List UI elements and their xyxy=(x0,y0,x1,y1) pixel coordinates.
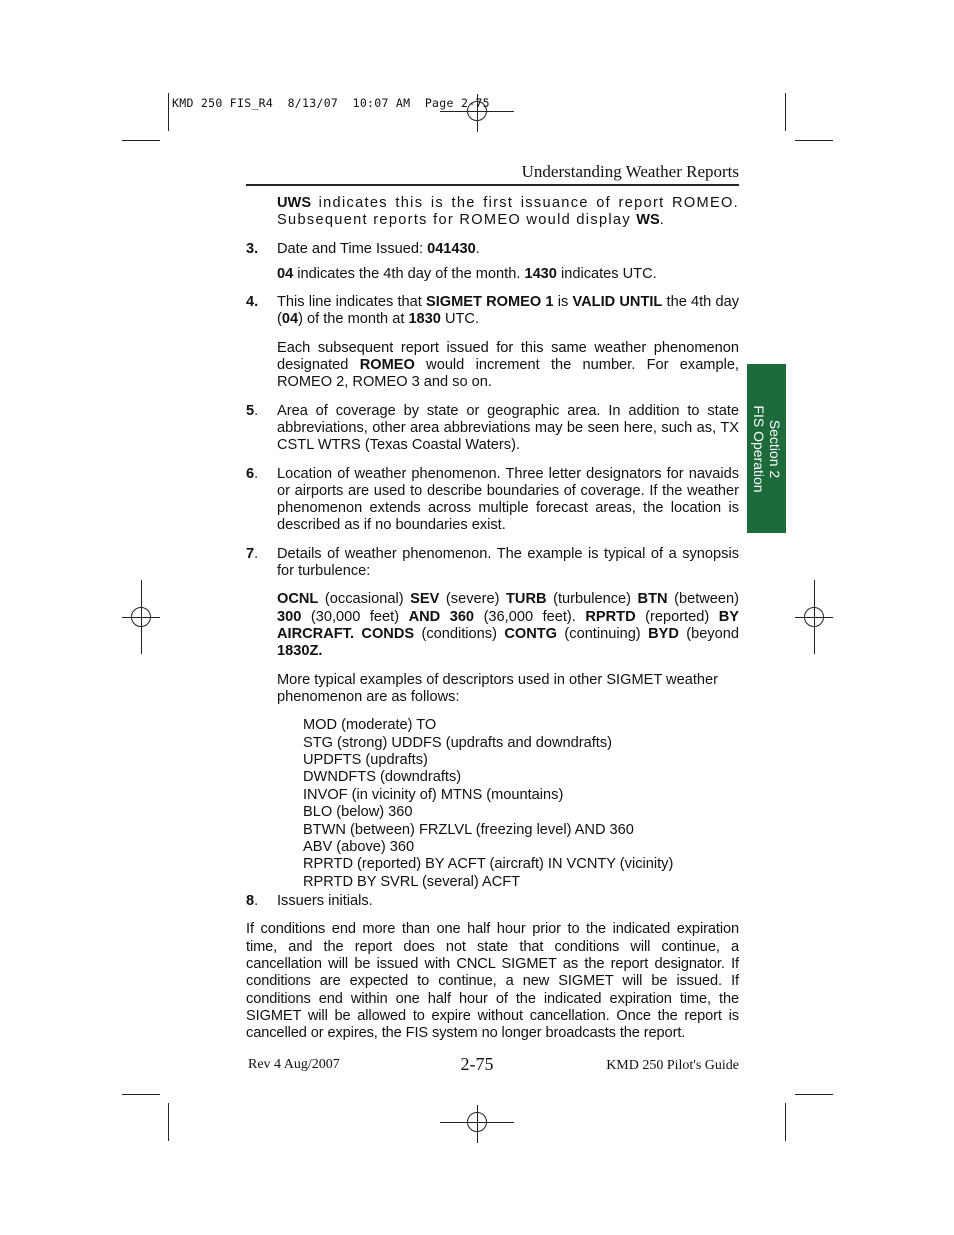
item-number-dot: . xyxy=(254,545,259,562)
text-run: (severe) xyxy=(439,591,506,608)
text-run: Issuers initials. xyxy=(277,893,373,910)
bold-term: ROMEO xyxy=(359,357,415,374)
closing-paragraph: If conditions end more than one half hour prior to the indicated expiration time, and the report does not state that conditions will continue, a cancellation will be issued with CNCL SIGMET as the report designator. If conditions are expected to continue, a new SIGMET will be issued. If conditions end within one half hour of the indicated expiration time, the SIGMET will be allowed to expire without cancellation. Once the report is cancelled or expires, the FIS system no longer broadcasts the report. xyxy=(246,921,739,1042)
registration-circle xyxy=(131,607,151,627)
crop-mark xyxy=(168,93,169,131)
text-run: . xyxy=(475,240,480,257)
text-run: UTC. xyxy=(440,311,480,328)
item-3-note xyxy=(246,266,739,283)
text-run: (conditions) xyxy=(414,625,505,642)
descriptor-list xyxy=(246,717,739,891)
crop-mark xyxy=(785,1103,786,1141)
item-number-digit: 6 xyxy=(246,465,255,482)
text-run: Location of weather phenomenon. Three letter designators for navaids or airports are used to describe boundaries of coverage. If the weather phenomenon extends across multiple forecast areas, the location is described as if no boundaries exist. xyxy=(277,465,739,534)
text-run: (reported) xyxy=(635,608,719,625)
list-item-7 xyxy=(246,546,739,581)
item-number-digit: 8 xyxy=(246,893,255,910)
bold-term: 04 xyxy=(281,311,299,328)
item-number-dot: . xyxy=(254,402,259,419)
text-run: (continuing) xyxy=(557,625,649,642)
item-number xyxy=(246,546,258,563)
item-number-dot: . xyxy=(254,465,259,482)
bold-term: 1830Z. xyxy=(277,643,323,660)
text-run: indicates UTC. xyxy=(556,265,657,282)
crop-mark xyxy=(168,1103,169,1141)
text-run: (36,000 feet). xyxy=(474,608,586,625)
list-item: BLO (below) 360 xyxy=(303,804,413,821)
section-tab xyxy=(747,364,786,533)
list-item: STG (strong) UDDFS (updrafts and downdrafts) xyxy=(303,734,613,751)
uws-paragraph xyxy=(246,195,739,230)
text-run: Details of weather phenomenon. The example is typical of a synopsis for turbulence: xyxy=(277,545,739,580)
crop-mark xyxy=(122,1094,160,1095)
bold-term: 04 xyxy=(277,265,294,282)
bold-term: TURB xyxy=(506,591,547,608)
item-number-dot: . xyxy=(254,893,259,910)
item-number-digit: 5 xyxy=(246,402,255,419)
bold-term: SEV xyxy=(410,591,440,608)
header-rule xyxy=(246,184,739,186)
list-item-4 xyxy=(246,294,739,329)
bold-term: RPRTD xyxy=(585,608,636,625)
registration-circle xyxy=(467,1112,487,1132)
crop-mark xyxy=(122,140,160,141)
text-run: Date and Time Issued: xyxy=(277,240,428,257)
bold-term: AND 360 xyxy=(408,608,475,625)
crop-mark xyxy=(795,140,833,141)
text-run: is xyxy=(553,294,573,311)
list-item-6 xyxy=(246,466,739,535)
item-7-more: More typical examples of descriptors used in other SIGMET weather phenomenon are as follows: xyxy=(277,671,718,705)
print-slug: KMD 250 FIS_R4 8/13/07 10:07 AM Page 2-75 xyxy=(172,96,490,110)
footer-revision: Rev 4 Aug/2007 xyxy=(248,1057,340,1072)
list-item: MOD (moderate) TO xyxy=(303,717,437,734)
item-number: 3. xyxy=(246,240,259,257)
bold-term: 1430 xyxy=(524,265,557,282)
list-item: RPRTD (reported) BY ACFT (aircraft) IN VCNTY (vicinity) xyxy=(303,856,674,873)
bold-term: BTN xyxy=(637,591,668,608)
bold-term: BYD xyxy=(648,625,679,642)
bold-term: CONTG xyxy=(504,625,558,642)
text-run: the 4th day ( xyxy=(277,294,740,328)
text-run: Each subsequent report issued for this same weather phenomenon designated xyxy=(277,339,739,374)
registration-circle xyxy=(804,607,824,627)
footer-guide-title: KMD 250 Pilot's Guide xyxy=(606,1058,739,1073)
list-item: DWNDFTS (downdrafts) xyxy=(303,769,462,786)
bold-term: SIGMET ROMEO 1 xyxy=(425,294,554,311)
text-run: (occasional) xyxy=(318,591,411,608)
bold-term: WS xyxy=(636,212,660,229)
page-number: 2-75 xyxy=(460,1054,494,1074)
text-run: indicates the 4th day of the month. xyxy=(293,265,525,282)
text-run: (between) xyxy=(667,591,739,608)
list-item: UPDFTS (updrafts) xyxy=(303,751,428,768)
list-item: RPRTD BY SVRL (several) ACFT xyxy=(303,873,521,890)
bold-term: 300 xyxy=(277,608,302,625)
list-item: INVOF (in vicinity of) MTNS (mountains) xyxy=(303,786,564,803)
text-run: Area of coverage by state or geographic area. In addition to state abbreviations, other area abbreviations may be seen here, such as, TX CSTL WTRS (Texas Coastal Waters). xyxy=(277,402,739,454)
list-item-3 xyxy=(246,241,739,258)
text-run: (turbulence) xyxy=(546,591,638,608)
bold-term: VALID UNTIL xyxy=(572,294,663,311)
list-item: ABV (above) 360 xyxy=(303,838,415,855)
section-tab-label xyxy=(751,405,783,492)
text-run: This line indicates that xyxy=(277,294,426,311)
bold-term: 1830 xyxy=(408,311,441,328)
item-7-detail xyxy=(246,591,739,660)
text-run: would increment the number. For example, ROMEO 2, ROMEO 3 and so on. xyxy=(277,357,739,391)
bold-term: 041430 xyxy=(427,240,476,257)
item-number: 4. xyxy=(246,294,259,311)
item-number-digit: 7 xyxy=(246,545,255,562)
text-run: . xyxy=(659,212,664,229)
item-number xyxy=(246,466,258,483)
page-body xyxy=(246,192,739,1043)
text-run: (30,000 feet) xyxy=(301,608,409,625)
list-item: BTWN (between) FRZLVL (freezing level) AND 360 xyxy=(303,821,634,838)
crop-mark xyxy=(785,93,786,131)
running-head: Understanding Weather Reports xyxy=(521,162,739,181)
list-item-5 xyxy=(246,403,739,455)
section-tab-line1: Section 2 xyxy=(766,419,783,478)
text-run: indicates this is the first issuance of report ROMEO. Subsequent reports for ROMEO would display xyxy=(277,195,739,229)
item-4-note xyxy=(246,340,739,392)
item-number xyxy=(246,403,258,420)
item-number xyxy=(246,893,258,910)
crop-mark xyxy=(795,1094,833,1095)
text-run: ) of the month at xyxy=(298,311,409,328)
bold-term: OCNL xyxy=(277,591,319,608)
bold-term: BY AIRCRAFT. CONDS xyxy=(277,608,739,642)
section-tab-line2: FIS Operation xyxy=(750,404,767,493)
text-run: (beyond xyxy=(678,625,739,642)
list-item-8 xyxy=(246,893,739,910)
bold-term: UWS xyxy=(277,195,312,211)
